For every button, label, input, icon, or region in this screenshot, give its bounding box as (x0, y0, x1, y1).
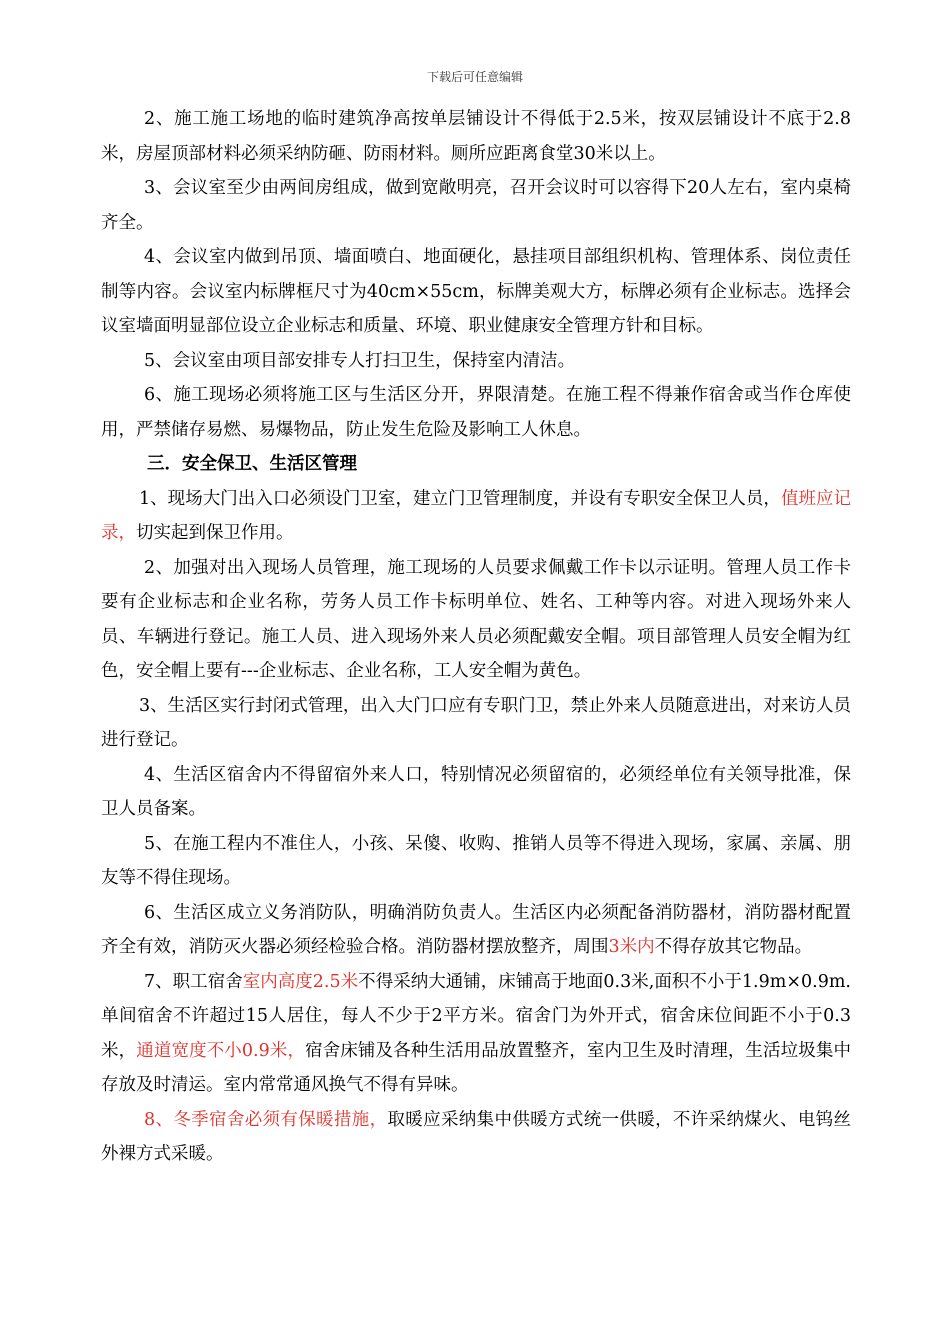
section-3-item-3: 3、生活区实行封闭式管理，出入大门口应有专职门卫，禁止外来人员随意进出，对来访人员进行登记。 (101, 695, 851, 750)
paragraph-3: 3、会议室至少由两间房组成，做到宽敞明亮，召开会议时可以容得下20人左右，室内桌椅齐全。 (101, 178, 851, 233)
document-body (101, 102, 851, 1172)
item-7-emphasis-1: 室内高度2.5米 (242, 971, 359, 992)
section-3-item-6 (101, 896, 851, 965)
section-3-item-2: 2、加强对出入现场人员管理，施工现场的人员要求佩戴工作卡以示证明。管理人员工作卡要有企业标志和企业名称，劳务人员工作卡标明单位、姓名、工种等内容。对进入现场外来人员、车辆进行登记。施工人员、进入现场外来人员必须配戴安全帽。项目部管理人员安全帽为红色，安全帽上要有---企业标志、企业名称，工人安全帽为黄色。 (101, 557, 851, 681)
item-1-text-a: 1、现场大门出入口必须设门卫室，建立门卫管理制度，并设有专职安全保卫人员， (139, 488, 781, 509)
paragraph-6: 6、施工现场必须将施工区与生活区分开，界限清楚。在施工程不得兼作宿舍或当作仓库使用，严禁储存易燃、易爆物品，防止发生危险及影响工人休息。 (101, 385, 851, 440)
item-6-emphasis: 3米内 (608, 937, 655, 957)
item-7-emphasis-2: 通道宽度不小0.9米， (136, 1040, 306, 1061)
section-3-item-5: 5、在施工程内不准住人，小孩、呆傻、收购、推销人员等不得进入现场，家属、亲属、朋友等不得住现场。 (101, 833, 851, 888)
section-3-title: 三．安全保卫、生活区管理 (147, 454, 357, 474)
section-3-item-1 (101, 482, 851, 551)
paragraph-5: 5、会议室由项目部安排专人打扫卫生，保持室内清洁。 (144, 350, 576, 371)
page-header: 下载后可任意编辑 (426, 70, 523, 84)
section-3-item-4: 4、生活区宿舍内不得留宿外来人口，特别情况必须留宿的，必须经单位有关领导批准，保卫人员备案。 (101, 764, 851, 819)
paragraph-4: 4、会议室内做到吊顶、墙面喷白、地面硬化，悬挂项目部组织机构、管理体系、岗位责任制等内容。会议室内标牌框尺寸为40cm×55cm，标牌美观大方，标牌必须有企业标志。选择会议室墙面明显部位设立企业标志和质量、环境、职业健康安全管理方针和目标。 (101, 247, 851, 336)
item-7-text-a: 7、职工宿舍 (144, 971, 243, 992)
paragraph-2: 2、施工施工场地的临时建筑净高按单层铺设计不得低于2.5米，按双层铺设计不底于2.8米，房屋顶部材料必须采纳防砸、防雨材料。厕所应距离食堂30米以上。 (101, 109, 851, 164)
item-6-text-a: 6、生活区成立义务消防队，明确消防负责人。生活区内必须配备消防器材，消防器材配置齐全有效，消防灭火器必须经检验合格。消防器材摆放整齐，周围 (101, 902, 851, 957)
item-1-emphasis: 值班应记录， (101, 488, 852, 543)
section-3-item-7 (101, 965, 851, 1103)
section-3-item-8 (101, 1103, 851, 1172)
item-7-text-c: 宿舍床铺及各种生活用品放置整齐，室内卫生及时清理，生活垃圾集中存放及时清运。室内常常通风换气不得有异味。 (101, 1040, 851, 1095)
item-6-text-b: 不得存放其它物品。 (654, 937, 813, 957)
item-8-emphasis: 8、冬季宿舍必须有保暖措施， (144, 1109, 388, 1130)
item-8-text-b: 取暖应采纳集中供暖方式统一供暖，不许采纳煤火、电钨丝外裸方式采暖。 (101, 1109, 851, 1164)
item-1-text-b: 切实起到保卫作用。 (136, 523, 294, 543)
item-7-text-b: 不得采纳大通铺，床铺高于地面0.3米,面积不小于1.9m×0.9m.单间宿舍不许超过15人居住，每人不少于2平方米。宿舍门为外开式，宿舍床位间距不小于0.3米， (101, 971, 851, 1061)
